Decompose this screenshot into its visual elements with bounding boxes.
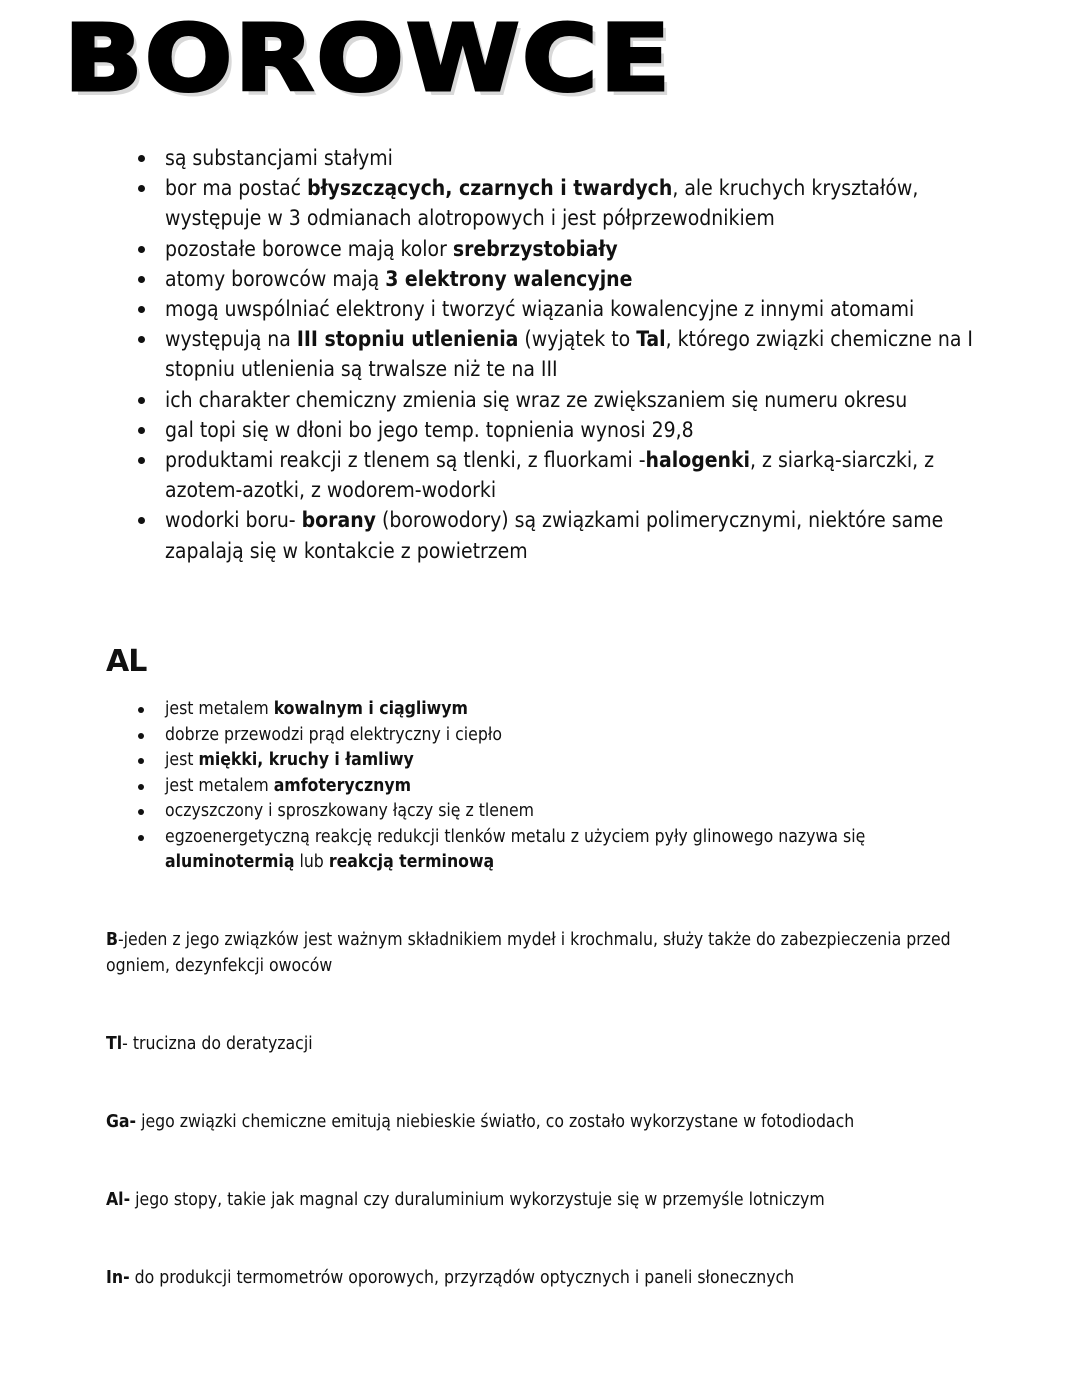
list-item: jest miękki, kruchy i łamliwy bbox=[165, 748, 985, 774]
list-item: bor ma postać błyszczących, czarnych i twardych, ale kruchych kryształów, występuje w 3 odmianach alotropowych i jest półprzewodnikiem bbox=[165, 173, 985, 233]
element-symbol: B bbox=[106, 930, 118, 950]
general-properties-list bbox=[165, 143, 985, 566]
list-item: oczyszczony i sproszkowany łączy się z tlenem bbox=[165, 799, 985, 825]
al-properties-list bbox=[165, 697, 985, 876]
list-item: pozostałe borowce mają kolor srebrzystobiały bbox=[165, 234, 985, 264]
list-item: gal topi się w dłoni bo jego temp. topnienia wynosi 29,8 bbox=[165, 415, 985, 445]
section-heading-al: AL bbox=[106, 644, 147, 679]
use-paragraph-ga: Ga- jego związki chemiczne emitują niebieskie światło, co zostało wykorzystane w fotodiodach bbox=[106, 1112, 855, 1132]
list-item: są substancjami stałymi bbox=[165, 143, 985, 173]
list-item: wodorki boru- borany (borowodory) są związkami polimerycznymi, niektóre same zapalają się w kontakcie z powietrzem bbox=[165, 505, 985, 565]
use-paragraph-b: B-jeden z jego związków jest ważnym składnikiem mydeł i krochmalu, służy także do zabezpieczenia przed ogniem, dezynfekcji owoców bbox=[106, 930, 951, 976]
list-item: występują na III stopniu utlenienia (wyjątek to Tal, którego związki chemiczne na I stopniu utlenienia są trwalsze niż te na III bbox=[165, 324, 985, 384]
use-paragraph-tl: Tl- trucizna do deratyzacji bbox=[106, 1034, 313, 1054]
list-item: jest metalem kowalnym i ciągliwym bbox=[165, 697, 985, 723]
list-item: egzoenergetyczną reakcję redukcji tlenków metalu z użyciem pyły glinowego nazywa się aluminotermią lub reakcją terminową bbox=[165, 825, 985, 876]
use-paragraph-in: In- do produkcji termometrów oporowych, przyrządów optycznych i paneli słonecznych bbox=[106, 1268, 795, 1288]
element-symbol: Tl bbox=[106, 1034, 123, 1054]
element-symbol: Ga- bbox=[106, 1112, 137, 1132]
list-item: jest metalem amfoterycznym bbox=[165, 774, 985, 800]
page-title: BOROWCE bbox=[64, 5, 673, 112]
list-item: ich charakter chemiczny zmienia się wraz ze zwiększaniem się numeru okresu bbox=[165, 385, 985, 415]
use-paragraph-al: Al- jego stopy, takie jak magnal czy duraluminium wykorzystuje się w przemyśle lotniczym bbox=[106, 1190, 825, 1210]
list-item: atomy borowców mają 3 elektrony walencyjne bbox=[165, 264, 985, 294]
element-symbol: Al- bbox=[106, 1190, 131, 1210]
list-item: mogą uwspólniać elektrony i tworzyć wiązania kowalencyjne z innymi atomami bbox=[165, 294, 985, 324]
list-item: produktami reakcji z tlenem są tlenki, z fluorkami -halogenki, z siarką-siarczki, z azotem-azotki, z wodorem-wodorki bbox=[165, 445, 985, 505]
list-item: dobrze przewodzi prąd elektryczny i ciepło bbox=[165, 723, 985, 749]
element-symbol: In- bbox=[106, 1268, 130, 1288]
